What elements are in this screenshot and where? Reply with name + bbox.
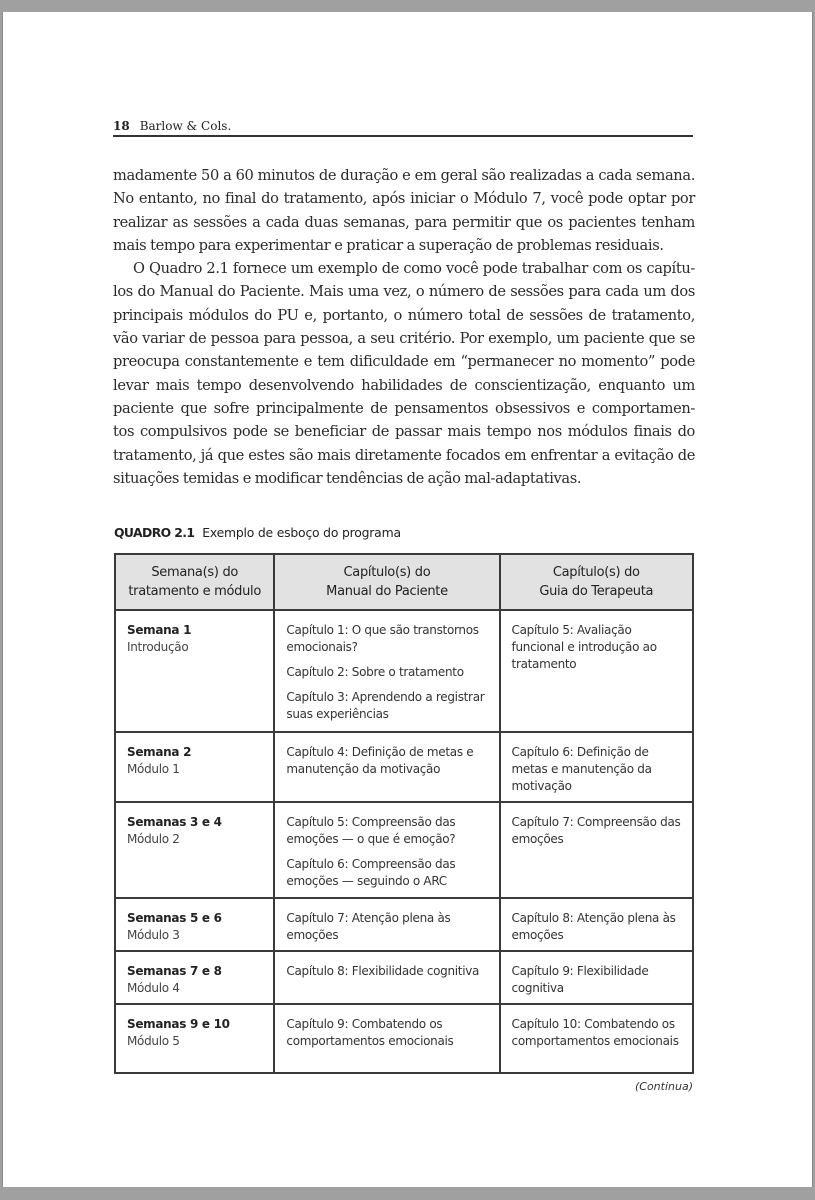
module-label: Módulo 4 <box>127 981 180 995</box>
table-header-row <box>115 554 693 610</box>
header-week-module <box>115 554 274 610</box>
body-text <box>113 164 695 490</box>
cell-patient-chapters <box>274 1004 499 1073</box>
cell-patient-chapters <box>274 802 499 898</box>
module-label: Módulo 5 <box>127 1034 180 1048</box>
paragraph-1 <box>113 164 695 257</box>
header-line: Guia do Terapeuta <box>539 584 654 599</box>
module-label: Módulo 2 <box>127 832 180 846</box>
header-line: Capítulo(s) do <box>552 565 640 580</box>
chapter-item: Capítulo 9: Combatendo os comportamentos emocionais <box>286 1017 454 1048</box>
cell-week <box>115 1004 274 1073</box>
chapter-item: Capítulo 9: Flexibilidade cognitiva <box>511 964 649 995</box>
week-label: Semana 1 <box>127 623 192 637</box>
text-line: mais tempo para experimentar e praticar a superação de problemas residuais. <box>113 236 664 254</box>
cell-therapist-chapters <box>500 802 693 898</box>
text-line: situações temidas e modificar tendências de ação mal-adaptativas. <box>113 469 582 487</box>
chapter-item: Capítulo 8: Atenção plena às emoções <box>511 911 676 942</box>
chapter-item: Capítulo 8: Flexibilidade cognitiva <box>286 964 480 978</box>
text-line: O Quadro 2.1 fornece um exemplo de como você pode trabalhar com os capítu- <box>133 260 695 278</box>
cell-therapist-chapters <box>500 732 693 802</box>
module-label: Módulo 3 <box>127 928 180 942</box>
header-line: Manual do Paciente <box>326 584 448 599</box>
chapter-item: Capítulo 6: Compreensão das emoções — seguindo o ARC <box>286 857 456 888</box>
text-line: principais módulos do PU e, portanto, o número total de sessões de tratamento, <box>113 306 695 324</box>
cell-therapist-chapters <box>500 1004 693 1073</box>
module-label: Introdução <box>127 640 189 654</box>
week-label: Semanas 3 e 4 <box>127 815 222 829</box>
program-outline-table <box>114 553 694 1074</box>
cell-week <box>115 898 274 951</box>
cell-therapist-chapters <box>500 951 693 1004</box>
chapter-item: Capítulo 6: Definição de metas e manutenção da motivação <box>511 745 652 793</box>
cell-patient-chapters <box>274 951 499 1004</box>
header-line: Capítulo(s) do <box>343 565 431 580</box>
text-line: tos compulsivos pode se beneficiar de passar mais tempo nos módulos finais do <box>113 423 695 441</box>
table-row <box>115 898 693 951</box>
week-label: Semana 2 <box>127 745 192 759</box>
text-line: tratamento, já que estes são mais diretamente focados em enfrentar a evitação de <box>113 446 695 464</box>
table-row <box>115 610 693 732</box>
running-head <box>113 119 693 137</box>
chapter-item: Capítulo 3: Aprendendo a registrar suas experiências <box>286 690 485 721</box>
module-label: Módulo 1 <box>127 762 180 776</box>
cell-patient-chapters <box>274 898 499 951</box>
running-head-author: Barlow & Cols. <box>139 119 232 133</box>
chapter-item: Capítulo 5: Compreensão das emoções — o que é emoção? <box>286 815 456 846</box>
text-line: No entanto, no final do tratamento, após iniciar o Módulo 7, você pode optar por <box>113 190 695 208</box>
table-caption-title: Exemplo de esboço do programa <box>202 525 401 540</box>
book-page <box>2 12 813 1187</box>
week-label: Semanas 9 e 10 <box>127 1017 230 1031</box>
header-patient-manual <box>274 554 499 610</box>
page-number: 18 <box>113 119 130 133</box>
continuation-note: (Continua) <box>634 1080 693 1093</box>
chapter-item: Capítulo 10: Combatendo os comportamentos emocionais <box>511 1017 679 1048</box>
chapter-item: Capítulo 4: Definição de metas e manutenção da motivação <box>286 745 474 776</box>
text-line: levar mais tempo desenvolvendo habilidades de conscientização, enquanto um <box>113 376 695 394</box>
text-line: preocupa constantemente e tem dificuldade em “permanecer no momento” pode <box>113 353 695 371</box>
cell-week <box>115 951 274 1004</box>
cell-week <box>115 610 274 732</box>
text-line: realizar as sessões a cada duas semanas, para permitir que os pacientes tenham <box>113 213 695 231</box>
text-line: paciente que sofre principalmente de pensamentos obsessivos e comportamen- <box>113 399 695 417</box>
header-line: tratamento e módulo <box>128 584 262 599</box>
table-row <box>115 732 693 802</box>
text-line: los do Manual do Paciente. Mais uma vez, o número de sessões para cada um dos <box>113 283 695 301</box>
chapter-item: Capítulo 7: Compreensão das emoções <box>511 815 681 846</box>
cell-patient-chapters <box>274 610 499 732</box>
cell-patient-chapters <box>274 732 499 802</box>
table-row <box>115 802 693 898</box>
chapter-item: Capítulo 2: Sobre o tratamento <box>286 665 464 679</box>
cell-therapist-chapters <box>500 898 693 951</box>
header-line: Semana(s) do <box>151 565 239 580</box>
table-row <box>115 1004 693 1073</box>
cell-therapist-chapters <box>500 610 693 732</box>
chapter-item: Capítulo 7: Atenção plena às emoções <box>286 911 451 942</box>
table-row <box>115 951 693 1004</box>
paragraph-2 <box>113 257 695 490</box>
week-label: Semanas 7 e 8 <box>127 964 222 978</box>
text-line: madamente 50 a 60 minutos de duração e em geral são realizadas a cada semana. <box>113 167 695 184</box>
chapter-item: Capítulo 1: O que são transtornos emocionais? <box>286 623 479 654</box>
table-caption <box>114 525 401 540</box>
text-line: vão variar de pessoa para pessoa, a seu critério. Por exemplo, um paciente que se <box>113 330 695 348</box>
header-therapist-guide <box>500 554 693 610</box>
cell-week <box>115 802 274 898</box>
week-label: Semanas 5 e 6 <box>127 911 222 925</box>
cell-week <box>115 732 274 802</box>
chapter-item: Capítulo 5: Avaliação funcional e introdução ao tratamento <box>511 623 657 671</box>
table-caption-label: QUADRO 2.1 <box>114 525 195 540</box>
